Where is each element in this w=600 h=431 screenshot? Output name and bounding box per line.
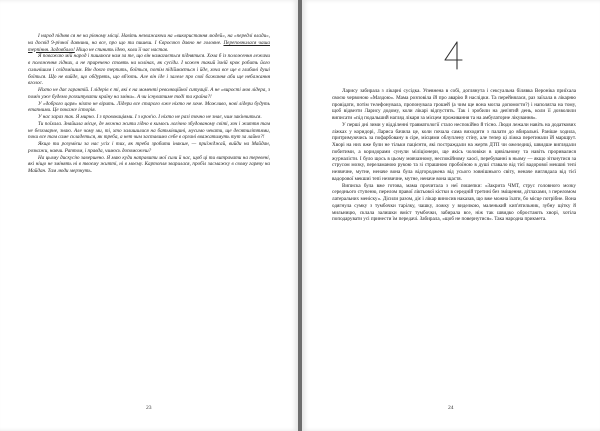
left-paragraph: І народ підняв ся не на рівному місці. Навіть незважаючи на «використання людей», на «передлі влади», на досвід 9-річної давнини, на все, про що ти пишеш. І Євросоюз давно не головне. Переповнилася чаша терпіння. Задовбало! Ніщо не спинить ідею, коли її час настав.: [28, 33, 270, 53]
left-paragraph: Якщо ти розумієш за нас усіх і тих, як треба зробити інакше, — приїжджай, вийди на Майдан, розкажи, навчи. Раптом, і правда, чимось допоможеш?: [28, 141, 270, 154]
underlined-phrase: Переповнилася чаша терпіння. Задовбало!: [28, 39, 270, 53]
left-paragraph: У нас зараз так. Я мирно. І з провокаціями. І з кров'ю. І ніхто не разі точно не знає, чим закінчиться.: [38, 114, 262, 120]
left-paragraph: Ніхто не дає гарантій. І лідерів є ті, які є на моменті революційної ситуації. А не «вирості мов лідера, з поміч уже будемо розхитувати країну на зміни». А чи існуватиме тоді та країна?!: [28, 87, 270, 100]
right-page: [302, 0, 600, 431]
right-paragraph: Виписка була вже готова, мама прочитала з неї пошепки: «Закрита ЧМТ, струс головного мозку середнього ступеню, перелом правої ліктьової кістки в середній третині без зміщення, дітлахами, з переломом латеральних меніску». Дісили разом, діє і лікар виносив наказав, що вже можна їхати, бо місце потрібне. Вона одягнула сумку з тумбочки тарілку, чашку, ложку у виделкою, маленький кип'ятильник, зубну щітку й мильницю, склала залишки вміст тумбочки, забирала все, ніж так швидко обростають хворі, хотіла поподарувати усі принести їм передачі. Забирала, «щоб не повернутися». Така народна прикмета.: [332, 182, 576, 223]
left-paragraph: Я поважаю мій народ і пишаюся нам за те, що він намагається піднятися. Хоча б із положення лежачи в положення гідних, а не приречено стоять на колінах, як сусіди. І кожен такий їхній крок робить його сильнішим і свідомішим. Він довго терпить, боїться, потім підіймається і йде, хоча все ще в глибині душі боїться. Що не вийде, що обдурять, що вб'ють. Але він іде і залеле про свої бажання аби ще небажання вголос.: [28, 53, 270, 87]
left-page-number: 23: [146, 405, 152, 411]
left-paragraph: У «доброго царя» ніхто не вірить. Лідери все старого вже ніхто не хоче. Можливо, нові лідери будуть етапними. Це покаже історія.: [28, 100, 270, 114]
right-paragraph: У перші дні зими у відділенні травматології стало неспокійно й тісно. Люди лежали навіть на додаткових ліжках у коридорі, Лариса бачила це, коли почала сама виходити з палати до вбиральні. Раніше ходила, притримуючись за пофарбовану в сіре, місцями облуплену стіну, але тепер ці ліжка перетинали їй маршрут. Хворі на них вже були не тільки пацієнти, які постраждали на жертв ДТП чи ожеледиці, швидше виглядали побитими, а коридорами сунули міліціонери, ще якісь чоловіки в цивільному та навіть проривалися журналісти. І було щось в цьому мовчазному, неспокійному хаосі, перебуванні в ньому — якщо зіткнутися за струсом мозку, переламаною рукою та зі страшною пробоїною в душі ставало від тієї вадорової мекшиі тепі незвичне, мутне, неначе вона була відгороджена від усього зовнішнього світу, неначе виглядала від тієї вадорової мекшиі тепі незвичне, мутне, неначе вона щастя.: [332, 121, 576, 182]
right-body-text: [332, 88, 576, 223]
left-paragraph: На цьому дискусію завершено. Я маю куди направити мої сили й час, щоб ці ти витрачати на теревені, які ніщо не змінять ні в твоєму житті, ні в моєму. Картопля зварилася, пробіл засмажку в свому гарячу на Майдан. Там люди мерзнуть.: [28, 154, 270, 174]
left-paragraph: Ти поїхала. Знайшла місце, де можна жити гідно в кимось логічно збудованому світі, хоч і життя там не безхмарне, знаю. Але чому ми, ті, хто залишилися на батьківщині, мусимо чекати, ще десятиліттями, поки все там саме складеться, як треба, а нет чим заставимо себе в органі вважатимуть тут за лайно?!: [28, 120, 270, 141]
left-page: [0, 0, 298, 431]
right-paragraph: Ларису забирала з лікарні сусідка. Упевнена в собі, доглянута і сексуальна білявка Вероніка приїхала своєю червоною «Маздою». Мама розповіла їй про аварію й наслідки. Та перейнялася, раз заїхала в лікарню провідати, потім телефонувала, пропонувала грошей (а чим ще вона могла допомогти?) і наполягла на тому, щоб відвезти Ларису додому, коли лікарі відпустять. Так і зробили на дев'ятий день, коли її дозволили виписати «під подальший нагляд лікаря за місцем проживання та на амбулаторне лікування».: [332, 88, 576, 121]
left-body-text: [28, 33, 270, 175]
chapter-number: [442, 40, 464, 70]
right-page-number: 24: [448, 405, 454, 411]
